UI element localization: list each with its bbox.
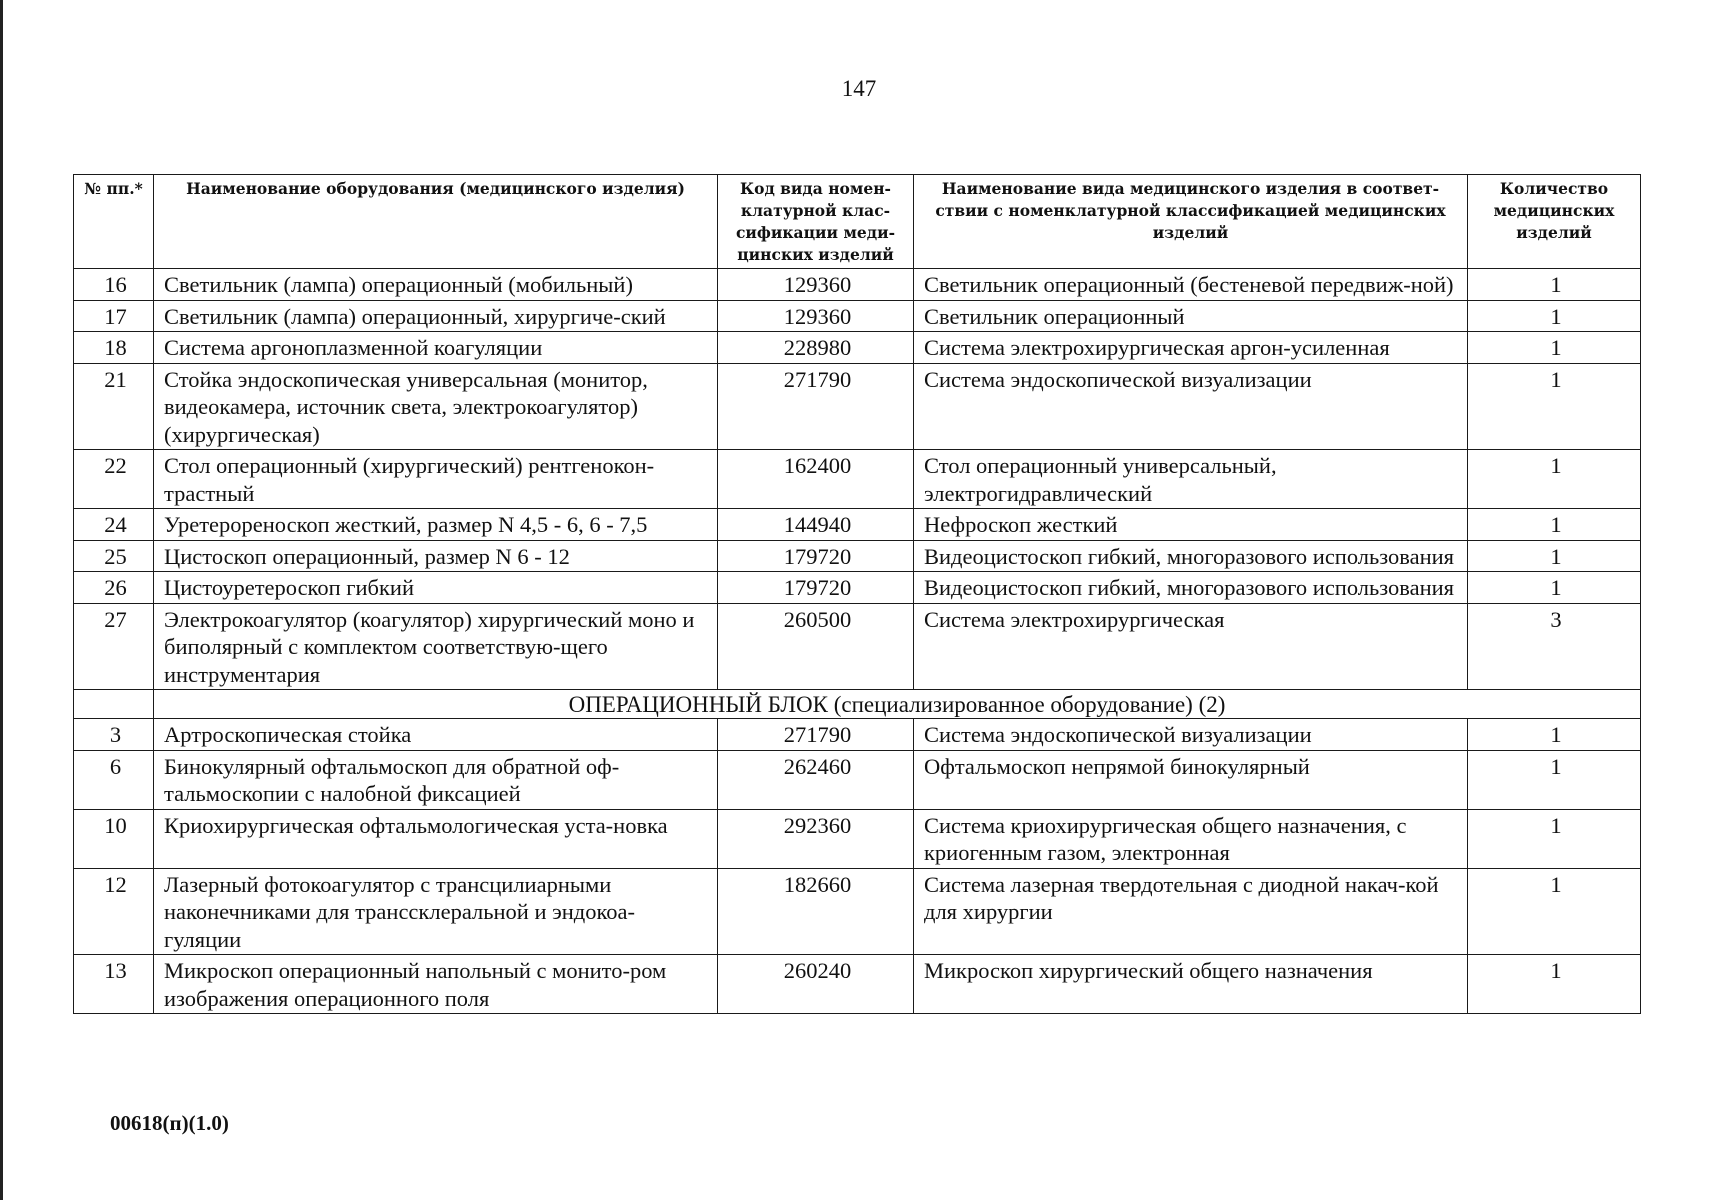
cell-qty: 1	[1468, 719, 1641, 751]
cell-qty: 1	[1468, 572, 1641, 604]
cell-name: Криохирургическая офтальмологическая уста-новка	[154, 809, 718, 868]
header-num: № пп.*	[74, 175, 154, 269]
section-num-cell	[74, 690, 154, 719]
cell-qty: 1	[1468, 540, 1641, 572]
table-row	[74, 300, 1641, 332]
cell-code: 179720	[718, 540, 914, 572]
table-body-b	[74, 719, 1641, 1014]
table-row	[74, 269, 1641, 301]
cell-qty: 3	[1468, 603, 1641, 690]
document-code: 00618(п)(1.0)	[110, 1111, 229, 1135]
cell-num: 17	[74, 300, 154, 332]
cell-kind: Стол операционный универсальный, электрогидравлический	[914, 450, 1468, 509]
cell-code: 262460	[718, 750, 914, 809]
cell-qty: 1	[1468, 750, 1641, 809]
cell-num: 22	[74, 450, 154, 509]
section-title: ОПЕРАЦИОННЫЙ БЛОК (специализированное оборудование) (2)	[154, 690, 1641, 719]
cell-name: Цистоуретероскоп гибкий	[154, 572, 718, 604]
page-number: 147	[841, 76, 877, 101]
cell-name: Артроскопическая стойка	[154, 719, 718, 751]
cell-name: Система аргоноплазменной коагуляции	[154, 332, 718, 364]
cell-kind: Система электрохирургическая	[914, 603, 1468, 690]
cell-code: 179720	[718, 572, 914, 604]
cell-num: 16	[74, 269, 154, 301]
table-row	[74, 809, 1641, 868]
cell-qty: 1	[1468, 868, 1641, 955]
table-row	[74, 868, 1641, 955]
table-row	[74, 572, 1641, 604]
table-row	[74, 332, 1641, 364]
cell-qty: 1	[1468, 269, 1641, 301]
header-qty: Количество медицинских изделий	[1468, 175, 1641, 269]
cell-name: Стол операционный (хирургический) рентгенокон-трастный	[154, 450, 718, 509]
cell-code: 129360	[718, 269, 914, 301]
cell-qty: 1	[1468, 332, 1641, 364]
table-row	[74, 509, 1641, 541]
header-name: Наименование оборудования (медицинского изделия)	[154, 175, 718, 269]
table-header-row	[74, 175, 1641, 269]
cell-num: 24	[74, 509, 154, 541]
cell-kind: Светильник операционный (бестеневой передвиж-ной)	[914, 269, 1468, 301]
cell-code: 271790	[718, 719, 914, 751]
cell-qty: 1	[1468, 955, 1641, 1014]
table-row	[74, 955, 1641, 1014]
cell-code: 129360	[718, 300, 914, 332]
cell-code: 260240	[718, 955, 914, 1014]
cell-num: 21	[74, 363, 154, 450]
cell-kind: Система криохирургическая общего назначения, с криогенным газом, электронная	[914, 809, 1468, 868]
table-row	[74, 719, 1641, 751]
cell-code: 228980	[718, 332, 914, 364]
table-row	[74, 603, 1641, 690]
cell-num: 25	[74, 540, 154, 572]
cell-num: 12	[74, 868, 154, 955]
cell-kind: Микроскоп хирургический общего назначения	[914, 955, 1468, 1014]
cell-kind: Офтальмоскоп непрямой бинокулярный	[914, 750, 1468, 809]
cell-name: Электрокоагулятор (коагулятор) хирургический моно и биполярный с комплектом соответствую-щего инструментария	[154, 603, 718, 690]
cell-num: 3	[74, 719, 154, 751]
cell-code: 292360	[718, 809, 914, 868]
cell-num: 26	[74, 572, 154, 604]
cell-name: Лазерный фотокоагулятор с трансцилиарными наконечниками для транссклеральной и эндокоа-гуляции	[154, 868, 718, 955]
cell-kind: Система эндоскопической визуализации	[914, 719, 1468, 751]
cell-code: 260500	[718, 603, 914, 690]
cell-name: Цистоскоп операционный, размер N 6 - 12	[154, 540, 718, 572]
cell-qty: 1	[1468, 363, 1641, 450]
cell-num: 27	[74, 603, 154, 690]
cell-name: Светильник (лампа) операционный (мобильный)	[154, 269, 718, 301]
cell-kind: Система эндоскопической визуализации	[914, 363, 1468, 450]
section-row	[74, 690, 1641, 719]
table-row	[74, 363, 1641, 450]
header-code: Код вида номен-клатурной клас-сификации меди-цинских изделий	[718, 175, 914, 269]
cell-kind: Система лазерная твердотельная с диодной накач-кой для хирургии	[914, 868, 1468, 955]
table-row	[74, 450, 1641, 509]
cell-num: 18	[74, 332, 154, 364]
table-row	[74, 750, 1641, 809]
cell-code: 162400	[718, 450, 914, 509]
cell-num: 13	[74, 955, 154, 1014]
equipment-table	[73, 174, 1641, 1014]
cell-qty: 1	[1468, 509, 1641, 541]
cell-kind: Видеоцистоскоп гибкий, многоразового использования	[914, 540, 1468, 572]
table-body-a	[74, 269, 1641, 690]
cell-code: 271790	[718, 363, 914, 450]
cell-name: Уретерореноскоп жесткий, размер N 4,5 - 6, 6 - 7,5	[154, 509, 718, 541]
header-kind: Наименование вида медицинского изделия в соответ-ствии с номенклатурной классификацией медицинских изделий	[914, 175, 1468, 269]
cell-name: Светильник (лампа) операционный, хирургиче-ский	[154, 300, 718, 332]
cell-num: 10	[74, 809, 154, 868]
cell-kind: Система электрохирургическая аргон-усиленная	[914, 332, 1468, 364]
cell-name: Бинокулярный офтальмоскоп для обратной оф-тальмоскопии с налобной фиксацией	[154, 750, 718, 809]
table-section	[74, 690, 1641, 719]
cell-name: Стойка эндоскопическая универсальная (монитор, видеокамера, источник света, электрокоагулятор) (хирургическая)	[154, 363, 718, 450]
cell-num: 6	[74, 750, 154, 809]
cell-code: 182660	[718, 868, 914, 955]
cell-qty: 1	[1468, 809, 1641, 868]
cell-name: Микроскоп операционный напольный с монито-ром изображения операционного поля	[154, 955, 718, 1014]
cell-qty: 1	[1468, 450, 1641, 509]
page-left-edge	[0, 0, 3, 1200]
cell-kind: Нефроскоп жесткий	[914, 509, 1468, 541]
table-row	[74, 540, 1641, 572]
cell-qty: 1	[1468, 300, 1641, 332]
cell-code: 144940	[718, 509, 914, 541]
cell-kind: Видеоцистоскоп гибкий, многоразового использования	[914, 572, 1468, 604]
cell-kind: Светильник операционный	[914, 300, 1468, 332]
